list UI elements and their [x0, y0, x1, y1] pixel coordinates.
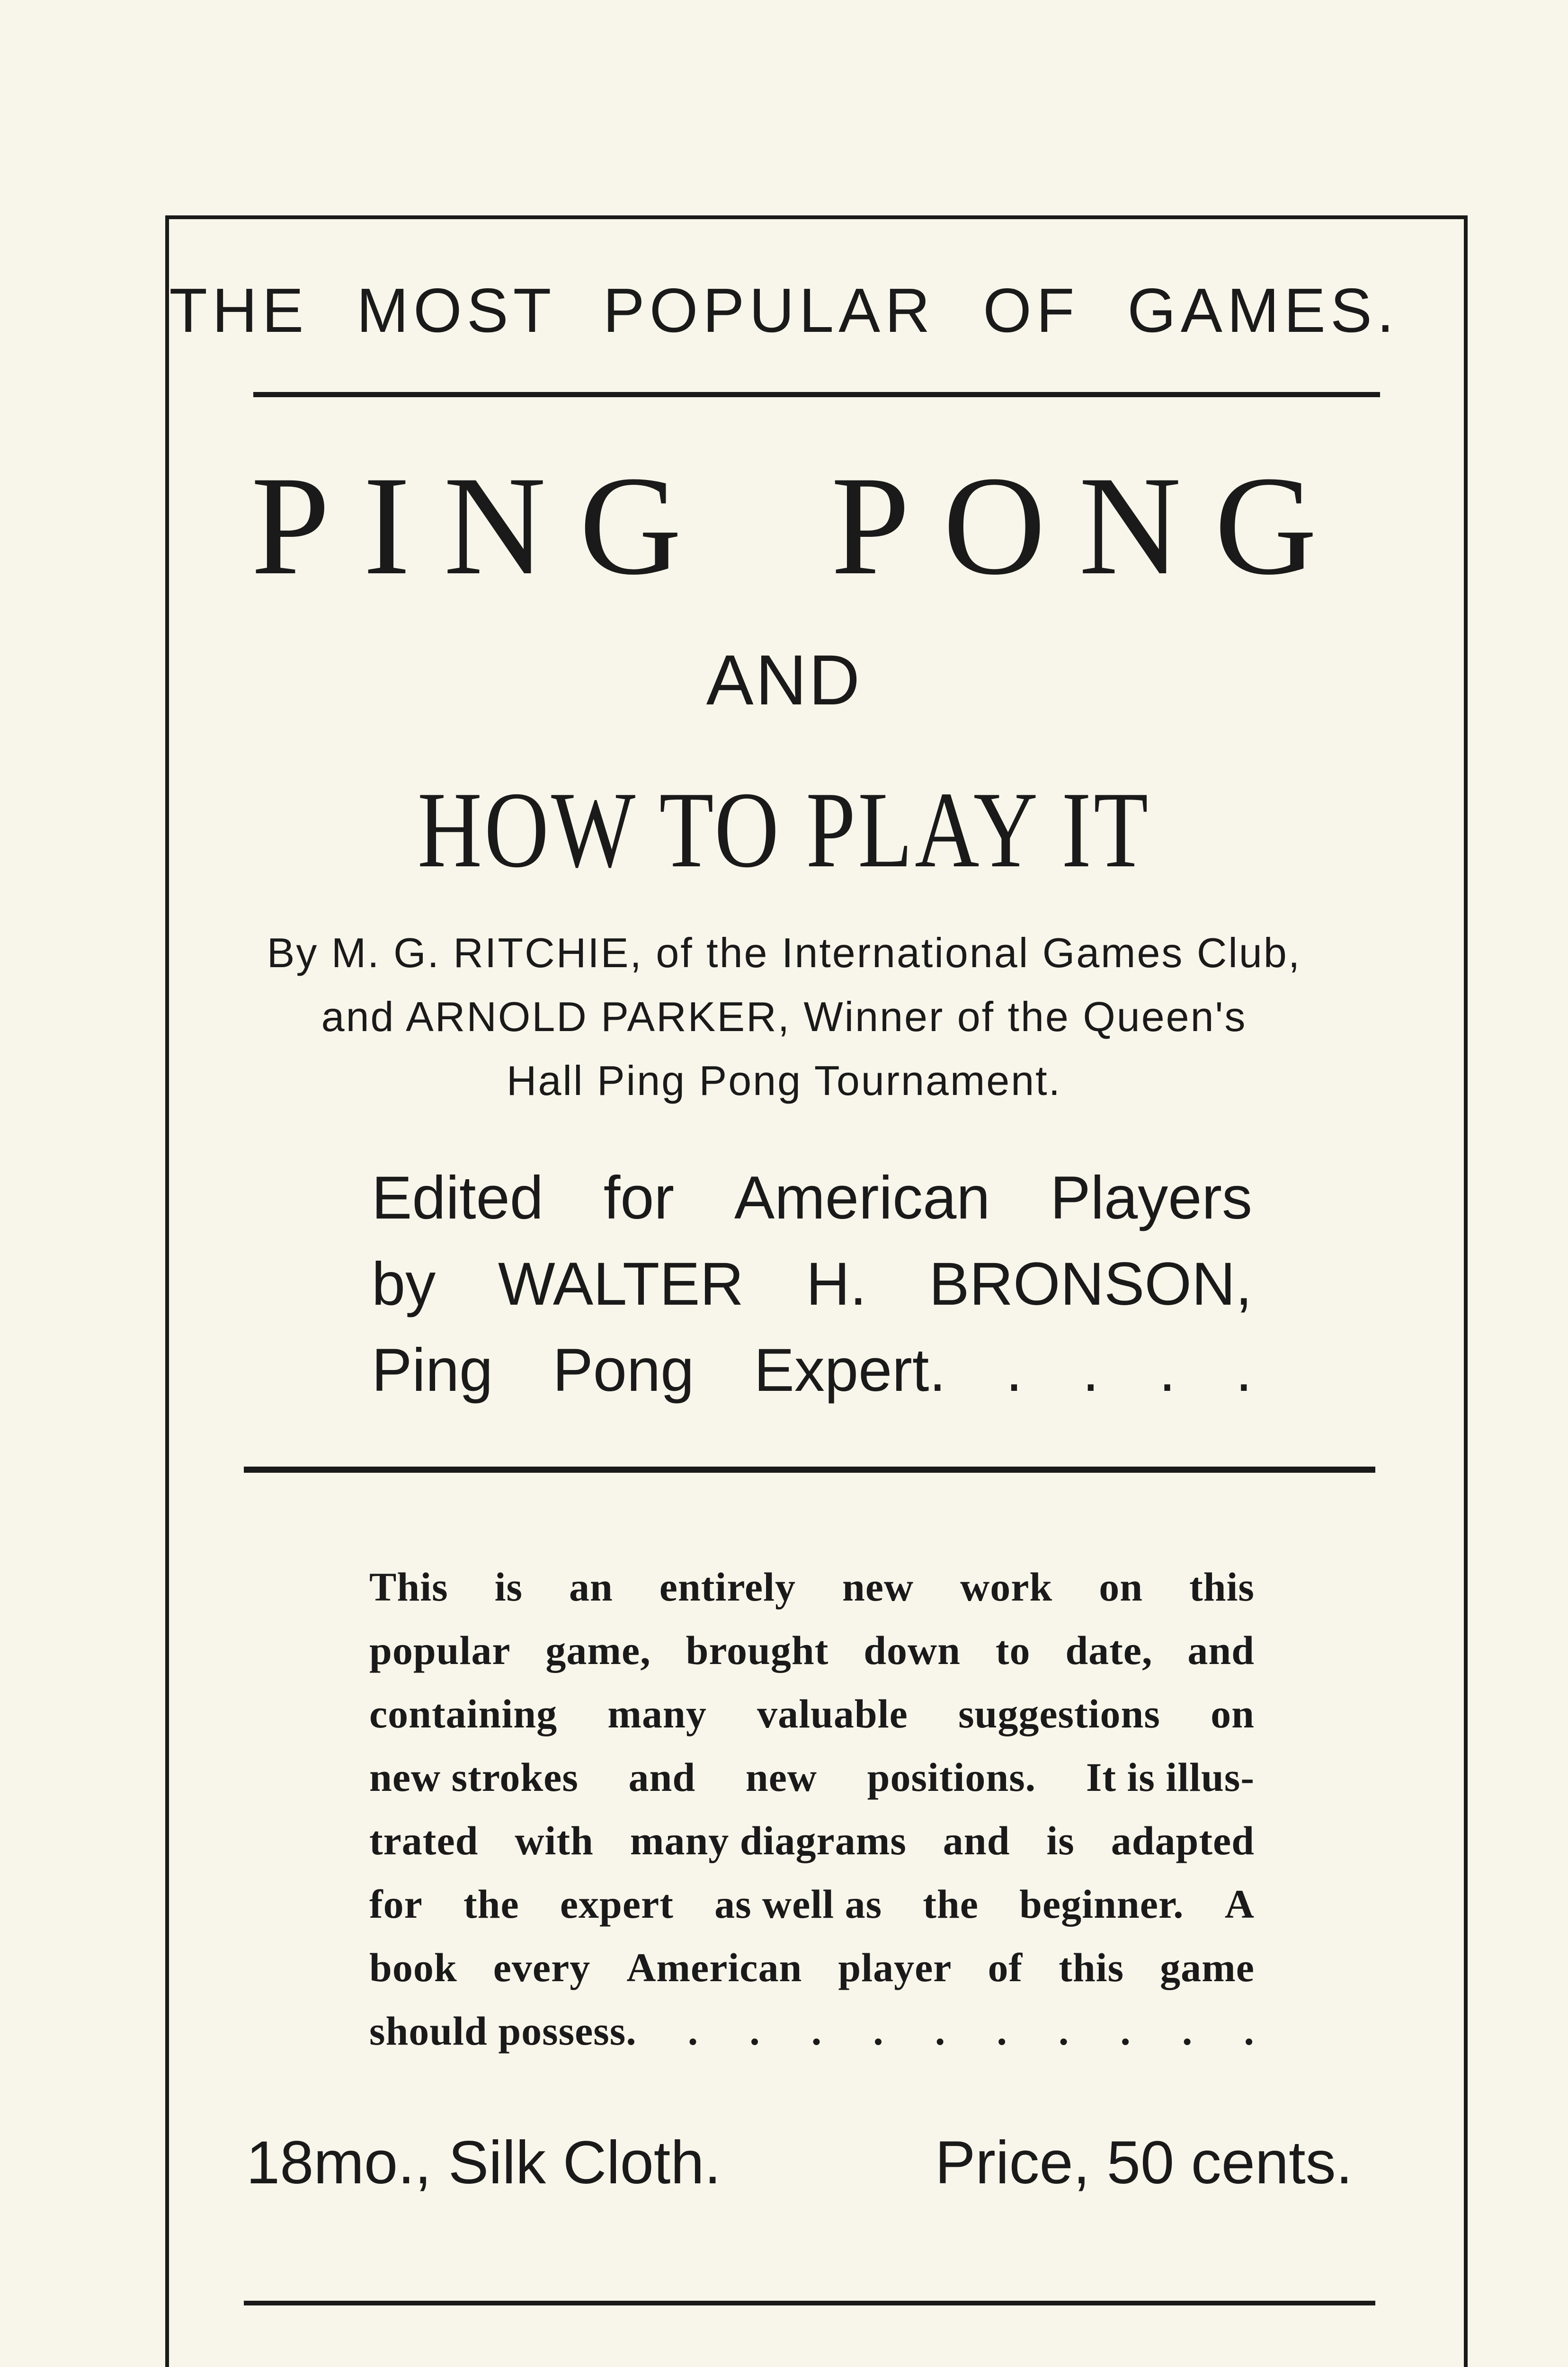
- description-line: [369, 1999, 1255, 2063]
- description-word: this: [1059, 1945, 1124, 1990]
- editor-line: [372, 1327, 1252, 1414]
- editor-word: .: [1006, 1336, 1023, 1404]
- description-word: adapted: [1111, 1818, 1255, 1863]
- description-word: many: [607, 1691, 707, 1736]
- editor-block: [372, 1155, 1252, 1414]
- description-word: A: [1224, 1881, 1255, 1927]
- description-word: expert: [560, 1881, 674, 1927]
- description-word: as well as: [714, 1881, 882, 1927]
- description-block: [369, 1555, 1255, 2063]
- description-word: book: [369, 1945, 457, 1990]
- editor-word: by: [372, 1250, 436, 1318]
- description-word: .: [687, 2008, 699, 2054]
- description-word: entirely: [659, 1564, 796, 1610]
- description-word: should possess.: [369, 2008, 637, 2054]
- authors-line: By M. G. RITCHIE, of the International Games Club,: [267, 929, 1301, 976]
- editor-word: .: [1235, 1336, 1252, 1404]
- rule-bottom: [244, 2301, 1375, 2305]
- editor-word: H.: [806, 1250, 867, 1318]
- description-word: an: [569, 1564, 613, 1610]
- editor-line: [372, 1241, 1252, 1327]
- description-word: brought: [686, 1628, 829, 1673]
- description-word: American: [626, 1945, 802, 1990]
- description-word: .: [1182, 2008, 1193, 2054]
- description-word: positions.: [867, 1754, 1036, 1800]
- title-conjunction: AND: [706, 640, 862, 720]
- editor-word: Ping: [372, 1336, 493, 1404]
- description-word: .: [873, 2008, 884, 2054]
- description-line: [369, 1872, 1255, 1936]
- rule-middle: [244, 1467, 1375, 1473]
- description-word: new: [842, 1564, 914, 1610]
- description-word: this: [1189, 1564, 1255, 1610]
- description-word: This: [369, 1564, 448, 1610]
- description-word: containing: [369, 1691, 558, 1736]
- description-line: [369, 1745, 1255, 1809]
- description-word: game: [1160, 1945, 1255, 1990]
- editor-word: for: [603, 1164, 675, 1232]
- description-word: It is illus-: [1086, 1754, 1255, 1800]
- description-word: .: [749, 2008, 760, 2054]
- description-word: new: [745, 1754, 817, 1800]
- description-word: and: [943, 1818, 1010, 1863]
- description-word: of: [988, 1945, 1023, 1990]
- description-word: trated: [369, 1818, 479, 1863]
- description-word: and: [628, 1754, 696, 1800]
- description-word: beginner.: [1019, 1881, 1184, 1927]
- book-title: PING PONG: [251, 447, 1350, 604]
- description-word: to: [995, 1628, 1031, 1673]
- description-word: new strokes: [369, 1754, 579, 1800]
- headline: THE MOST POPULAR OF GAMES.: [169, 276, 1399, 345]
- description-line: [369, 1619, 1255, 1682]
- description-word: .: [935, 2008, 946, 2054]
- editor-word: Edited: [372, 1164, 543, 1232]
- description-word: suggestions: [958, 1691, 1160, 1736]
- book-format: 18mo., Silk Cloth.: [246, 2129, 722, 2197]
- description-word: .: [1244, 2008, 1255, 2054]
- authors-line: and ARNOLD PARKER, Winner of the Queen's: [321, 993, 1247, 1040]
- editor-line: [372, 1155, 1252, 1241]
- description-line: [369, 1682, 1255, 1745]
- description-word: down: [864, 1628, 961, 1673]
- description-word: player: [838, 1945, 952, 1990]
- editor-word: Pong: [552, 1336, 695, 1404]
- description-word: valuable: [757, 1691, 908, 1736]
- description-word: many diagrams: [630, 1818, 907, 1863]
- rule-top: [253, 392, 1380, 397]
- description-word: .: [811, 2008, 822, 2054]
- editor-word: .: [1158, 1336, 1176, 1404]
- description-word: for: [369, 1881, 423, 1927]
- description-word: work: [960, 1564, 1053, 1610]
- editor-word: .: [1082, 1336, 1099, 1404]
- description-line: [369, 1809, 1255, 1872]
- description-word: the: [923, 1881, 979, 1927]
- description-line: [369, 1936, 1255, 1999]
- editor-word: BRONSON,: [929, 1250, 1252, 1318]
- description-word: popular: [369, 1628, 511, 1673]
- description-word: .: [1120, 2008, 1131, 2054]
- description-word: on: [1099, 1564, 1143, 1610]
- description-word: game,: [545, 1628, 651, 1673]
- description-word: date,: [1065, 1628, 1153, 1673]
- editor-word: WALTER: [498, 1250, 744, 1318]
- editor-word: Expert.: [754, 1336, 946, 1404]
- authors-line: Hall Ping Pong Tournament.: [506, 1057, 1062, 1104]
- description-word: the: [463, 1881, 519, 1927]
- description-word: with: [515, 1818, 594, 1863]
- authors-block: [0, 921, 1568, 1112]
- description-word: is: [494, 1564, 523, 1610]
- description-word: and: [1187, 1628, 1255, 1673]
- description-word: .: [1058, 2008, 1069, 2054]
- book-price: Price, 50 cents.: [935, 2129, 1353, 2197]
- book-subtitle: HOW TO PLAY IT: [417, 769, 1151, 890]
- description-word: on: [1211, 1691, 1255, 1736]
- description-word: is: [1046, 1818, 1075, 1863]
- editor-word: American: [734, 1164, 990, 1232]
- description-line: [369, 1555, 1255, 1619]
- editor-word: Players: [1050, 1164, 1252, 1232]
- description-word: every: [493, 1945, 591, 1990]
- description-word: .: [997, 2008, 1007, 2054]
